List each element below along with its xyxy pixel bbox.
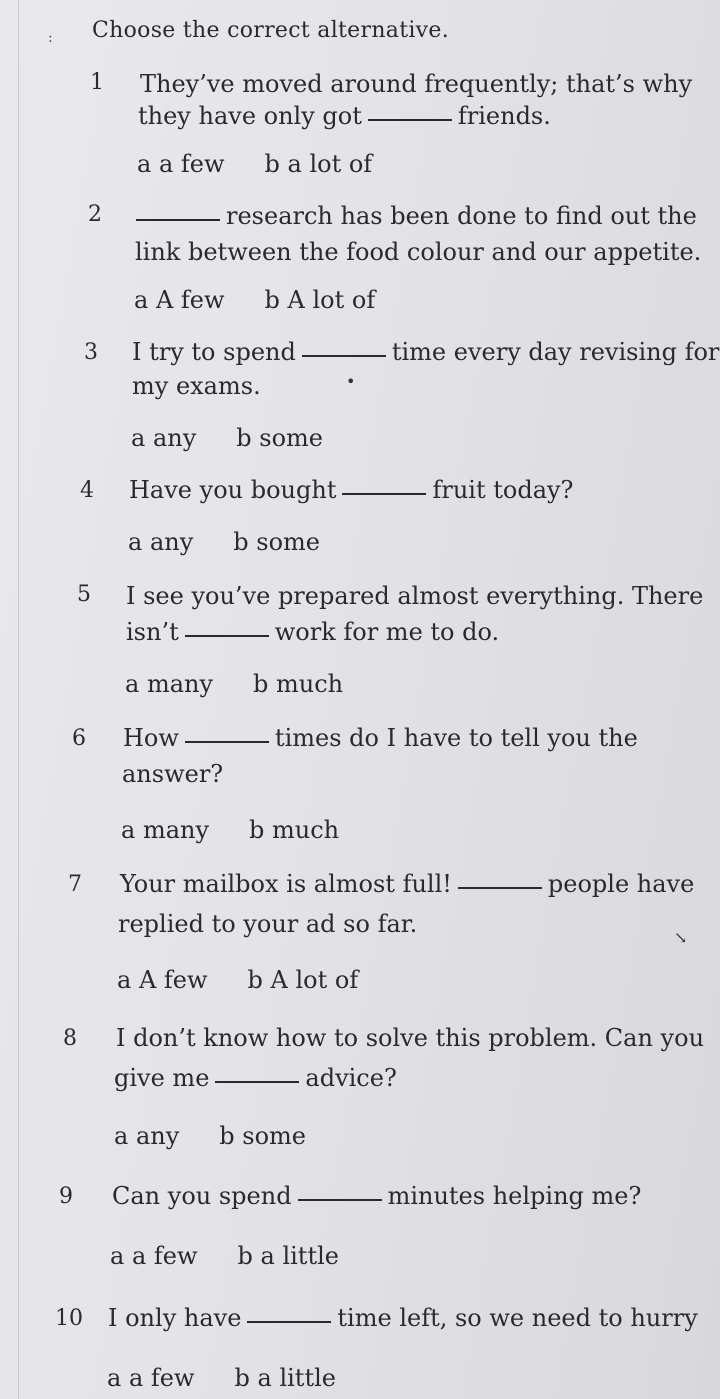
option-b[interactable]: b A lot of [247,966,359,994]
answer-blank[interactable] [368,118,452,121]
option-a[interactable]: a A few [134,286,225,314]
question-number: 3 [84,340,98,365]
option-a[interactable]: a many [125,670,214,698]
answer-options [121,816,339,844]
question-text-line-2: they have only got friends. [138,102,551,130]
question-number: 5 [77,582,91,607]
question-text-line-2: answer? [122,760,224,788]
question-text-line-1: research has been done to find out the [130,202,697,230]
answer-options [110,1242,339,1270]
option-a[interactable]: a any [128,528,194,556]
option-a[interactable]: a many [121,816,210,844]
answer-options [137,150,372,178]
option-b[interactable]: b A lot of [264,286,376,314]
question-text-line-1: I only have time left, so we need to hurry [108,1304,698,1332]
answer-blank[interactable] [215,1080,299,1083]
answer-blank[interactable] [185,634,269,637]
question-number: 7 [68,872,82,897]
question-text-line-2: link between the food colour and our appetite. [135,238,702,266]
answer-options [128,528,320,556]
pen-mark: • [346,372,356,391]
answer-blank[interactable] [302,354,386,357]
question-number: 6 [72,726,86,751]
answer-options [107,1364,336,1392]
question-text-line-2: replied to your ad so far. [118,910,418,938]
option-b[interactable]: b some [219,1122,306,1150]
answer-blank[interactable] [247,1320,331,1323]
option-b[interactable]: b a lot of [264,150,373,178]
question-text-line-2: give me advice? [114,1064,397,1092]
answer-blank[interactable] [136,218,220,221]
answer-blank[interactable] [298,1198,382,1201]
question-text-line-1: I don’t know how to solve this problem. Can you [116,1024,705,1052]
option-a[interactable]: a a few [137,150,225,178]
question-number: 10 [55,1306,83,1331]
page-margin-line [18,0,19,1399]
question-text-line-1: How times do I have to tell you the [123,724,638,752]
option-b[interactable]: b much [249,816,340,844]
answer-blank[interactable] [342,492,426,495]
question-text-line-1: Your mailbox is almost full! people have [120,870,695,898]
question-text-line-1: I try to spend time every day revising for [132,338,720,366]
question-number: 8 [63,1026,77,1051]
answer-options [134,286,375,314]
option-b[interactable]: b much [253,670,344,698]
pen-mark: ↘ [674,928,688,947]
question-text-line-1: Can you spend minutes helping me? [112,1182,642,1210]
option-b[interactable]: b a little [237,1242,339,1270]
question-text-line-1: Have you bought fruit today? [129,476,574,504]
question-text-line-2: isn’t work for me to do. [126,618,500,646]
answer-options [114,1122,306,1150]
question-number: 1 [90,70,104,95]
question-text-line-1: I see you’ve prepared almost everything. There [126,582,704,610]
answer-blank[interactable] [458,886,542,889]
answer-options [125,670,343,698]
question-number: 9 [59,1184,73,1209]
question-text-line-2: my exams. [132,372,261,400]
option-a[interactable]: a a few [110,1242,198,1270]
option-a[interactable]: a A few [117,966,208,994]
option-b[interactable]: b a little [234,1364,336,1392]
answer-blank[interactable] [185,740,269,743]
exercise-instruction: Choose the correct alternative. [92,18,450,43]
option-b[interactable]: b some [233,528,320,556]
option-a[interactable]: a any [114,1122,180,1150]
question-number: 2 [88,202,102,227]
option-a[interactable]: a any [131,424,197,452]
answer-options [117,966,358,994]
question-number: 4 [80,478,94,503]
margin-mark: : [48,30,53,46]
answer-options [131,424,323,452]
option-a[interactable]: a a few [107,1364,195,1392]
option-b[interactable]: b some [236,424,323,452]
question-text-line-1: They’ve moved around frequently; that’s why [140,70,693,98]
